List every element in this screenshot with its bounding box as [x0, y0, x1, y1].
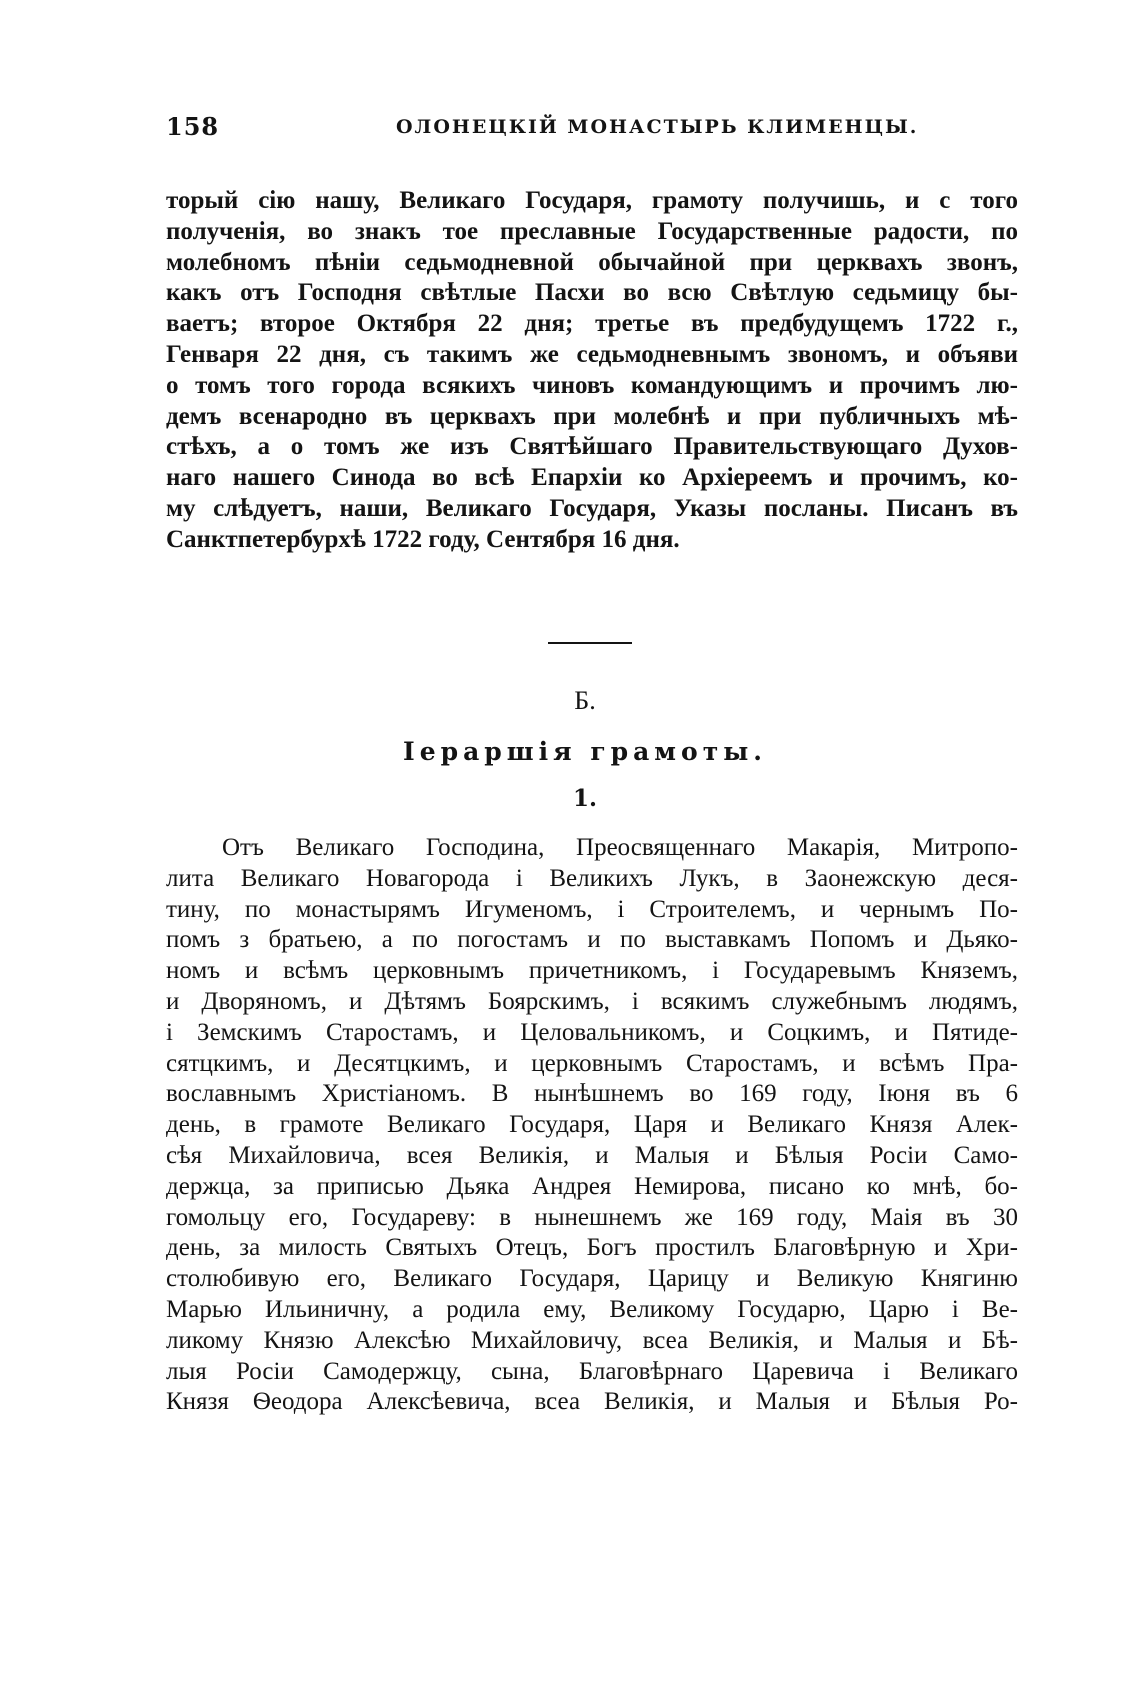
text-line: гомольцу его, Государеву: в нынешнемъ же 169 году, Маія въ 30 — [166, 1203, 1018, 1231]
text-line: столюбивую его, Великаго Государя, Царицу и Великую Княгиню — [166, 1265, 1018, 1293]
running-header — [166, 112, 1016, 146]
text-line: вославнымъ Христіаномъ. В нынѣшнемъ во 169 году, Іюня въ 6 — [166, 1080, 1018, 1108]
text-line: му слѣдуетъ, наши, Великаго Государя, Указы посланы. Писанъ въ — [166, 494, 1018, 522]
text-line: Марью Ильиничну, а родила ему, Великому Государю, Царю і Ве- — [166, 1295, 1018, 1323]
text-line: демъ всенародно въ церквахъ при молебнѣ и при публичныхъ мѣ- — [166, 402, 1018, 430]
text-line: і Земскимъ Старостамъ, и Целовальникомъ, и Соцкимъ, и Пятиде- — [166, 1018, 1018, 1046]
page-number: 158 — [166, 112, 220, 141]
text-line: ваетъ; второе Октября 22 дня; третье въ предбудущемъ 1722 г., — [166, 310, 1018, 338]
text-line: торый сію нашу, Великаго Государя, грамоту получишь, и с того — [166, 187, 1018, 214]
text-line: и Дворяномъ, и Дѣтямъ Боярскимъ, і всякимъ служебнымъ людямъ, — [166, 987, 1018, 1015]
text-line: молебномъ пѣніи седьмодневной обычайной при церквахъ звонъ, — [166, 248, 1018, 276]
text-line: о томъ того города всякихъ чиновъ командующимъ и прочимъ лю- — [166, 371, 1018, 399]
text-line: полученія, во знакъ тое преславные Государственные радости, по — [166, 217, 1018, 245]
text-line: сѣя Михайловича, всея Великія, и Малыя и Бѣлыя Росіи Само- — [166, 1141, 1018, 1169]
text-line: лыя Росіи Самодержцу, сына, Благовѣрнаго Царевича і Великаго — [166, 1357, 1018, 1385]
text-line: лита Великаго Новагорода і Великихъ Лукъ, в Заонежскую деся- — [166, 864, 1018, 892]
text-line: номъ и всѣмъ церковнымъ причетникомъ, і Государевымъ Княземъ, — [166, 957, 1018, 985]
text-line: день, за милость Святыхъ Отецъ, Богъ простилъ Благовѣрную и Хри- — [166, 1234, 1018, 1262]
text-line: наго нашего Синода во всѣ Епархіи ко Архіереемъ и прочимъ, ко- — [166, 464, 1018, 492]
text-line: тину, по монастырямъ Игуменомъ, і Строителемъ, и чернымъ По- — [166, 895, 1018, 923]
document-number: 1. — [572, 785, 597, 812]
text-line: Отъ Великаго Господина, Преосвященнаго Макарія, Митропо- — [222, 834, 1018, 861]
text-line: помъ з братьею, а по погостамъ и по выставкамъ Попомъ и Дьяко- — [166, 926, 1018, 954]
continuation-paragraph — [166, 186, 1018, 556]
text-line: Князя Ѳеодора Алексѣевича, всеа Великія, и Малыя и Бѣлыя Ро- — [166, 1388, 1018, 1416]
section-letter: Б. — [574, 686, 596, 715]
text-line: день, в грамоте Великаго Государя, Царя и Великаго Князя Алек- — [166, 1111, 1018, 1139]
text-line: Санктпетербурхѣ 1722 году, Сентября 16 дня. — [166, 525, 680, 553]
text-line: Генваря 22 дня, съ такимъ же седьмодневнымъ звономъ, и объяви — [166, 340, 1018, 368]
text-line: сятцкимъ, и Десятцкимъ, и церковнымъ Старостамъ, и всѣмъ Пра- — [166, 1049, 1018, 1077]
text-line: ликому Князю Алексѣю Михайловичу, всеа Великія, и Малыя и Бѣ- — [166, 1326, 1018, 1354]
text-line: стѣхъ, а о томъ же изъ Святѣйшаго Правительствующаго Духов- — [166, 433, 1018, 461]
section-divider-rule — [548, 642, 632, 644]
letter-paragraph — [166, 833, 1018, 1418]
running-title: ОЛОНЕЦКІЙ МОНАСТЫРЬ КЛИМЕНЦЫ. — [396, 116, 919, 138]
text-line: держца, за приписью Дьяка Андрея Немирова, писано ко мнѣ, бо- — [166, 1172, 1018, 1200]
section-heading: Іераршія грамоты. — [403, 737, 767, 766]
text-line: какъ отъ Господня свѣтлые Пасхи во всю Свѣтлую седьмицу бы- — [166, 279, 1018, 307]
